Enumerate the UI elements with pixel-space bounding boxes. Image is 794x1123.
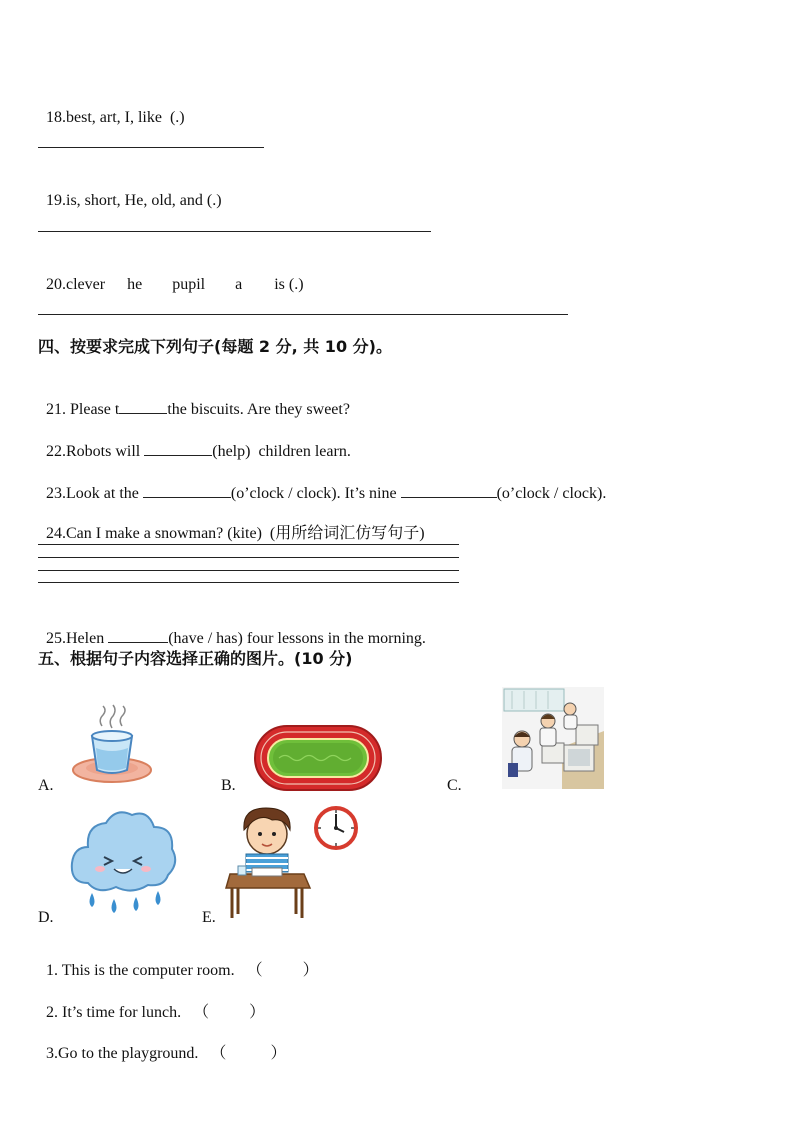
match-question-2: [38, 983, 265, 1023]
question-text: the biscuits. Are they sweet?: [167, 401, 350, 418]
question-25: [38, 608, 426, 649]
question-number: 21: [46, 401, 62, 418]
option-a-label: A.: [38, 777, 54, 794]
question-number: 19.: [46, 192, 66, 209]
word: he: [127, 276, 143, 293]
question-text: (have / has) four lessons in the morning.: [168, 630, 426, 647]
answer-line-24c[interactable]: [38, 570, 459, 571]
question-18: [38, 88, 185, 128]
question-text: (o’clock / clock).: [496, 485, 607, 502]
question-text: 1. This is the computer room.: [46, 962, 235, 979]
fill-blank[interactable]: [108, 628, 168, 643]
water-glass-picture[interactable]: [70, 704, 154, 784]
question-text: 2. It’s time for lunch.: [46, 1004, 182, 1021]
question-number: 24.: [46, 525, 66, 542]
playground-track-picture[interactable]: [253, 724, 383, 792]
answer-paren-open[interactable]: （: [193, 1004, 210, 1021]
word: a: [235, 276, 243, 293]
match-question-3: [38, 1024, 286, 1064]
question-number: 18.: [46, 109, 66, 126]
section-5-heading: 五、根据句子内容选择正确的图片。(10 分): [38, 649, 353, 668]
rain-cloud-picture[interactable]: [68, 805, 180, 923]
word: pupil: [172, 276, 206, 293]
fill-blank[interactable]: [143, 483, 231, 498]
question-number: 20.: [46, 276, 66, 293]
answer-paren-open[interactable]: （: [246, 962, 263, 979]
answer-paren-close[interactable]: ）: [302, 962, 319, 979]
question-21: [38, 379, 350, 420]
question-text: 3.Go to the playground.: [46, 1045, 199, 1062]
lunch-time-picture[interactable]: [222, 804, 362, 924]
question-22: [38, 421, 351, 462]
question-text: (o’clock / clock). It’s nine: [230, 485, 401, 502]
section-4-heading: 四、按要求完成下列句子(每题 2 分, 共 10 分)。: [38, 337, 392, 356]
question-number: 23.: [46, 485, 66, 502]
answer-paren-close[interactable]: ）: [249, 1004, 266, 1021]
answer-paren-close[interactable]: ）: [270, 1045, 287, 1062]
answer-line-24d[interactable]: [38, 582, 459, 583]
option-e-label: E.: [202, 909, 216, 926]
match-question-1: [38, 941, 319, 981]
answer-line-20[interactable]: [38, 314, 568, 315]
fill-blank[interactable]: [144, 441, 212, 456]
computer-room-picture[interactable]: [502, 687, 604, 789]
answer-line-19[interactable]: [38, 231, 431, 232]
question-words: is, short, He, old, and (.): [66, 192, 222, 209]
question-text: Helen: [66, 630, 109, 647]
question-text: Robots will: [66, 443, 145, 460]
question-number: 25.: [46, 630, 66, 647]
option-b-label: B.: [221, 777, 236, 794]
question-text: Can I make a snowman? (kite) (用所给词汇仿写句子): [66, 525, 425, 542]
question-23: [38, 463, 606, 504]
answer-line-24b[interactable]: [38, 557, 459, 558]
question-19: [38, 171, 222, 211]
question-text: Look at the: [66, 485, 143, 502]
question-words: best, art, I, like (.): [66, 109, 185, 126]
fill-blank[interactable]: [401, 483, 497, 498]
answer-line-24a[interactable]: [38, 544, 459, 545]
option-c-label: C.: [447, 777, 462, 794]
answer-line-18[interactable]: [38, 147, 264, 148]
question-text: . Please t: [62, 401, 120, 418]
question-text: (help) children learn.: [212, 443, 351, 460]
question-number: 22.: [46, 443, 66, 460]
word: is (.): [274, 276, 304, 293]
word: clever: [66, 276, 106, 293]
option-d-label: D.: [38, 909, 54, 926]
question-24: [38, 504, 425, 544]
fill-blank[interactable]: [119, 399, 167, 414]
question-20: [38, 255, 304, 295]
answer-paren-open[interactable]: （: [210, 1045, 227, 1062]
